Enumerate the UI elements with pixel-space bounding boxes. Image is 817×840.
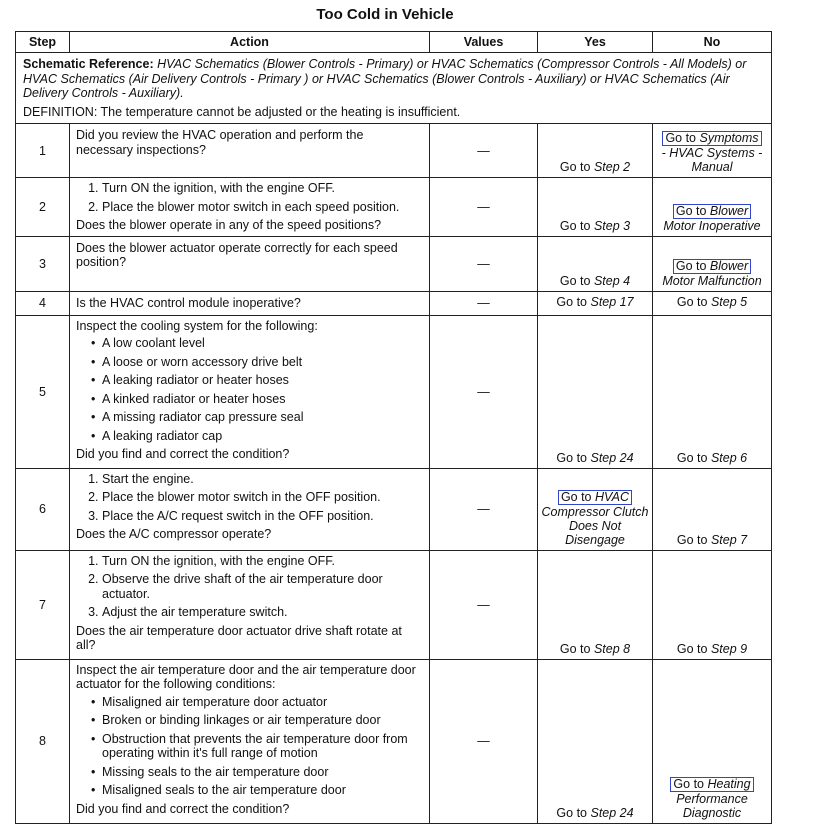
action-cell (70, 178, 430, 237)
definition: DEFINITION: The temperature cannot be adjusted or the heating is insufficient. (23, 104, 461, 119)
value-dash: — (430, 124, 538, 178)
header-values: Values (430, 32, 538, 53)
goto-text: Go to (675, 203, 707, 218)
step-list (76, 472, 423, 524)
table-row (16, 291, 772, 315)
step-number: 5 (16, 315, 70, 468)
table-row (16, 315, 772, 468)
no-cell (653, 124, 772, 178)
goto-text: Go to (559, 273, 591, 288)
step-number: 4 (16, 291, 70, 315)
bullet-list (76, 695, 423, 798)
step-number: 6 (16, 468, 70, 550)
yes-link[interactable] (558, 490, 632, 505)
goto-text: Go to (675, 258, 707, 273)
value-dash: — (430, 659, 538, 823)
no-cell (653, 550, 772, 659)
goto-text: Go to (559, 641, 591, 656)
goto-text: Go to (560, 489, 592, 504)
yes-step[interactable]: Step 2 (593, 160, 631, 174)
list-item: 1. Start the engine. (102, 472, 423, 487)
no-cell (653, 236, 772, 291)
header-step: Step (16, 32, 70, 53)
reference-label: Schematic Reference: (23, 57, 154, 71)
no-cell (653, 468, 772, 550)
yes-step[interactable]: Step 4 (593, 273, 631, 288)
question: Does the A/C compressor operate? (76, 527, 272, 541)
list-item: • A leaking radiator or heater hoses (102, 373, 423, 388)
header-yes: Yes (538, 32, 653, 53)
link-text: HVAC (595, 489, 630, 504)
value-dash: — (430, 468, 538, 550)
goto-text: Go to (676, 641, 708, 656)
link-text: Symptoms (699, 131, 759, 145)
header-row (16, 32, 772, 53)
link-text: Heating (707, 776, 751, 791)
step-number: 8 (16, 659, 70, 823)
diagnostic-table (15, 31, 772, 824)
no-rest: - HVAC Systems - Manual (661, 146, 763, 174)
no-rest: Performance Diagnostic (676, 791, 748, 820)
table-row (16, 236, 772, 291)
yes-cell (538, 550, 653, 659)
step-number: 2 (16, 178, 70, 237)
no-cell (653, 659, 772, 823)
list-item: • Broken or binding linkages or air temperature door (102, 713, 423, 728)
action-cell (70, 315, 430, 468)
list-item: • Misaligned seals to the air temperature door (102, 783, 423, 798)
no-link[interactable] (670, 777, 753, 792)
value-dash: — (430, 178, 538, 237)
question: Does the blower actuator operate correctly for each speed position? (76, 240, 398, 269)
goto-text: Go to (673, 776, 704, 791)
step-number: 1 (16, 124, 70, 178)
yes-rest: Compressor Clutch Does Not Disengage (541, 504, 649, 547)
table-row (16, 550, 772, 659)
table-row (16, 659, 772, 823)
no-step[interactable]: Step 5 (710, 294, 748, 309)
goto-text: Go to (556, 805, 587, 820)
list-item: 2. Place the blower motor switch in the OFF position. (102, 490, 423, 505)
yes-step[interactable]: Step 24 (590, 805, 634, 820)
no-step[interactable]: Step 7 (710, 532, 748, 547)
list-item: • A kinked radiator or heater hoses (102, 392, 423, 407)
header-action: Action (70, 32, 430, 53)
yes-cell (538, 468, 653, 550)
yes-cell (538, 236, 653, 291)
list-item: 2. Observe the drive shaft of the air temperature door actuator. (102, 572, 423, 601)
no-link[interactable] (673, 204, 751, 219)
no-step[interactable]: Step 6 (710, 450, 748, 465)
no-cell (653, 315, 772, 468)
yes-cell (538, 291, 653, 315)
action-cell (70, 659, 430, 823)
goto-text: Go to (676, 450, 708, 465)
intro: Inspect the cooling system for the following: (76, 318, 318, 333)
header-no: No (653, 32, 772, 53)
step-list (76, 181, 423, 214)
list-item: 3. Place the A/C request switch in the OFF position. (102, 509, 423, 524)
value-dash: — (430, 291, 538, 315)
value-dash: — (430, 550, 538, 659)
yes-cell (538, 124, 653, 178)
question: Did you review the HVAC operation and perform the necessary inspections? (76, 128, 364, 157)
question: Does the air temperature door actuator drive shaft rotate at all? (76, 623, 402, 652)
goto-text: Go to (556, 450, 587, 465)
reference-row (16, 53, 772, 124)
list-item: 1. Turn ON the ignition, with the engine OFF. (102, 554, 423, 569)
list-item: • A low coolant level (102, 336, 423, 351)
link-text: Blower (709, 258, 749, 273)
question: Is the HVAC control module inoperative? (76, 295, 301, 310)
table-row (16, 468, 772, 550)
goto-text: Go to (676, 294, 708, 309)
list-item: 3. Adjust the air temperature switch. (102, 605, 423, 620)
no-link[interactable] (673, 259, 751, 274)
yes-step[interactable]: Step 24 (590, 450, 634, 465)
reference-text: HVAC Schematics (Blower Controls - Primary) or HVAC Schematics (Compressor Controls - All Models) or HVAC Schematics (Air Delivery Controls - Primary ) or HVAC Schematics (Blower Controls - Auxiliary) or HVAC Schematics (Air Delivery Controls - Auxiliary). (23, 57, 747, 100)
list-item: • Missing seals to the air temperature door (102, 765, 423, 780)
step-list (76, 554, 423, 620)
no-cell (653, 291, 772, 315)
yes-cell (538, 315, 653, 468)
goto-text: Go to (665, 131, 697, 145)
schematic-reference (16, 53, 772, 124)
action-cell (70, 236, 430, 291)
step-number: 3 (16, 236, 70, 291)
link-text: Blower (709, 203, 749, 218)
question: Did you find and correct the condition? (76, 447, 290, 461)
list-item: 2. Place the blower motor switch in each speed position. (102, 200, 423, 215)
value-dash: — (430, 236, 538, 291)
table-row (16, 124, 772, 178)
action-cell (70, 291, 430, 315)
table-row (16, 178, 772, 237)
intro: Inspect the air temperature door and the air temperature door actuator for the following conditions: (76, 662, 416, 691)
action-cell (70, 124, 430, 178)
goto-text: Go to (556, 294, 587, 309)
list-item: 1. Turn ON the ignition, with the engine OFF. (102, 181, 423, 196)
question: Does the blower operate in any of the speed positions? (76, 218, 382, 232)
value-dash: — (430, 315, 538, 468)
goto-text: Go to (559, 160, 591, 174)
page-title: Too Cold in Vehicle (316, 6, 454, 23)
goto-text: Go to (676, 532, 708, 547)
no-rest: Motor Inoperative (663, 218, 761, 233)
action-cell (70, 468, 430, 550)
no-link[interactable] (662, 131, 761, 146)
yes-step[interactable]: Step 8 (593, 641, 631, 656)
bullet-list (76, 336, 423, 443)
yes-cell (538, 178, 653, 237)
list-item: • A missing radiator cap pressure seal (102, 410, 423, 425)
yes-cell (538, 659, 653, 823)
goto-text: Go to (559, 218, 591, 233)
no-cell (653, 178, 772, 237)
list-item: • A loose or worn accessory drive belt (102, 355, 423, 370)
no-rest: Motor Malfunction (662, 273, 762, 288)
no-step[interactable]: Step 9 (710, 641, 748, 656)
step-number: 7 (16, 550, 70, 659)
list-item: • A leaking radiator cap (102, 429, 423, 444)
action-cell (70, 550, 430, 659)
question: Did you find and correct the condition? (76, 801, 290, 816)
yes-step[interactable]: Step 17 (590, 294, 634, 309)
yes-step[interactable]: Step 3 (593, 218, 631, 233)
list-item: • Misaligned air temperature door actuator (102, 695, 423, 710)
list-item: • Obstruction that prevents the air temperature door from operating within it's full range of motion (102, 732, 423, 761)
